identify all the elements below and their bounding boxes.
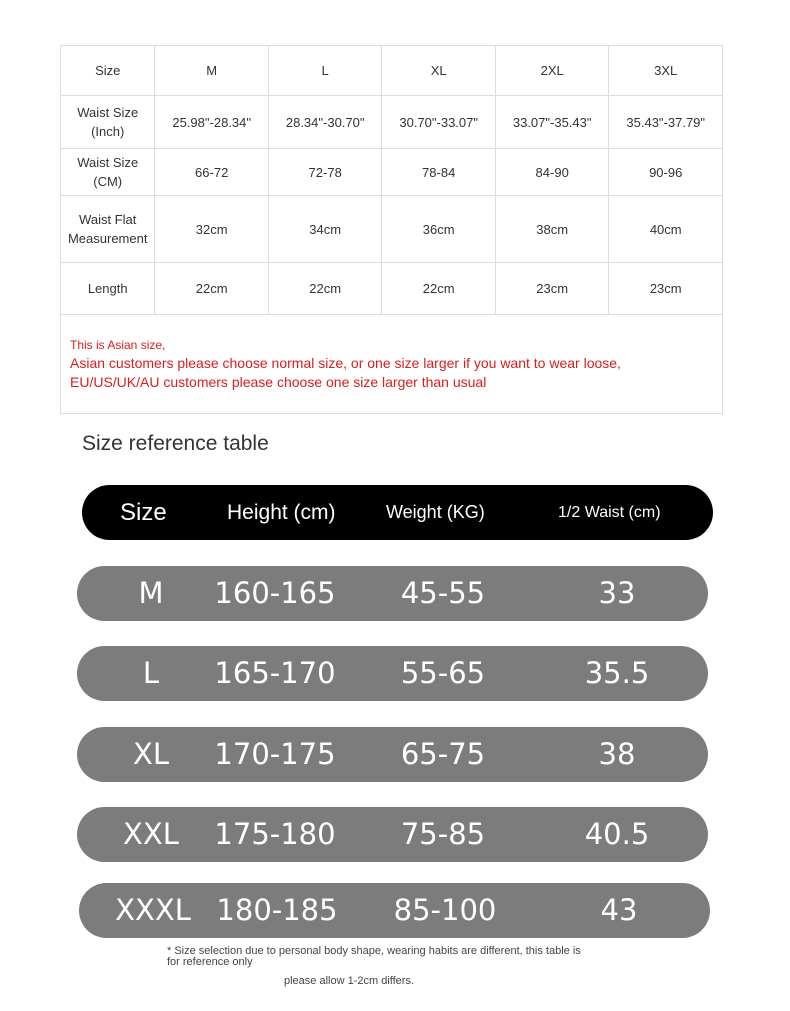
table-cell: 35.43"-37.79"	[609, 96, 723, 149]
ref-weight: 55-65	[400, 656, 486, 690]
reference-row	[79, 883, 710, 938]
header-weight: Weight (KG)	[386, 502, 485, 522]
note-line: This is Asian size,	[70, 337, 166, 352]
ref-size: L	[142, 656, 160, 690]
ref-weight: 75-85	[400, 817, 486, 851]
table-cell: 32cm	[155, 196, 269, 263]
table-cell: 72-78	[268, 149, 382, 196]
row-label: Waist Size (CM)	[61, 149, 155, 196]
row-label: Length	[61, 263, 155, 315]
ref-waist: 33	[598, 576, 636, 610]
ref-height: 160-165	[214, 576, 336, 610]
table-cell: 66-72	[155, 149, 269, 196]
reference-row	[77, 727, 708, 782]
table-cell: 33.07"-35.43"	[495, 96, 609, 149]
footnote-line: please allow 1-2cm differs.	[284, 975, 415, 987]
note-line: Asian customers please choose normal size, or one size larger if you want to wear loose,	[70, 354, 621, 371]
table-cell: 22cm	[155, 263, 269, 315]
ref-height: 180-185	[216, 893, 338, 927]
ref-waist: 43	[600, 893, 638, 927]
table-cell: XL	[382, 46, 496, 96]
table-row	[61, 263, 723, 315]
ref-weight: 45-55	[400, 576, 486, 610]
ref-height: 170-175	[214, 737, 336, 771]
table-cell: 3XL	[609, 46, 723, 96]
ref-weight: 65-75	[400, 737, 486, 771]
table-cell: Size	[61, 46, 155, 96]
reference-row	[77, 566, 708, 621]
ref-waist: 38	[598, 737, 636, 771]
note-line: EU/US/UK/AU customers please choose one size larger than usual	[70, 373, 487, 390]
table-cell: 30.70"-33.07"	[382, 96, 496, 149]
reference-header-bar	[82, 485, 713, 540]
table-cell: L	[268, 46, 382, 96]
row-label: Waist Size (Inch)	[61, 96, 155, 149]
table-cell: 90-96	[609, 149, 723, 196]
footnote-line: * Size selection due to personal body shape, wearing habits are different, this table is for reference only	[167, 945, 581, 968]
table-cell: 38cm	[495, 196, 609, 263]
ref-waist: 40.5	[584, 817, 650, 851]
note-row	[61, 315, 723, 414]
header-size: Size	[120, 499, 167, 526]
table-cell: 36cm	[382, 196, 496, 263]
table-cell: 25.98"-28.34"	[155, 96, 269, 149]
ref-size: XXXL	[115, 893, 191, 927]
header-height: Height (cm)	[227, 501, 336, 524]
table-cell: 40cm	[609, 196, 723, 263]
reference-row	[77, 646, 708, 701]
table-cell: 22cm	[268, 263, 382, 315]
ref-waist: 35.5	[584, 656, 650, 690]
ref-size: M	[138, 576, 164, 610]
table-row	[61, 149, 723, 196]
table-row	[61, 196, 723, 263]
table-cell: 78-84	[382, 149, 496, 196]
table-cell: 23cm	[495, 263, 609, 315]
table-cell: 23cm	[609, 263, 723, 315]
table-cell: 28.34"-30.70"	[268, 96, 382, 149]
header-waist: 1/2 Waist (cm)	[558, 504, 661, 521]
asian-size-note	[61, 315, 723, 414]
ref-size: XXL	[123, 817, 179, 851]
reference-row	[77, 807, 708, 862]
ref-weight: 85-100	[393, 893, 497, 927]
table-header-row	[61, 46, 723, 96]
ref-height: 175-180	[214, 817, 336, 851]
table-cell: M	[155, 46, 269, 96]
table-row	[61, 96, 723, 149]
table-cell: 34cm	[268, 196, 382, 263]
size-chart-table	[60, 45, 723, 414]
ref-size: XL	[132, 737, 170, 771]
table-cell: 2XL	[495, 46, 609, 96]
table-cell: 22cm	[382, 263, 496, 315]
table-cell: 84-90	[495, 149, 609, 196]
reference-table-title: Size reference table	[82, 432, 269, 455]
row-label: Waist Flat Measurement	[61, 196, 155, 263]
ref-height: 165-170	[214, 656, 336, 690]
